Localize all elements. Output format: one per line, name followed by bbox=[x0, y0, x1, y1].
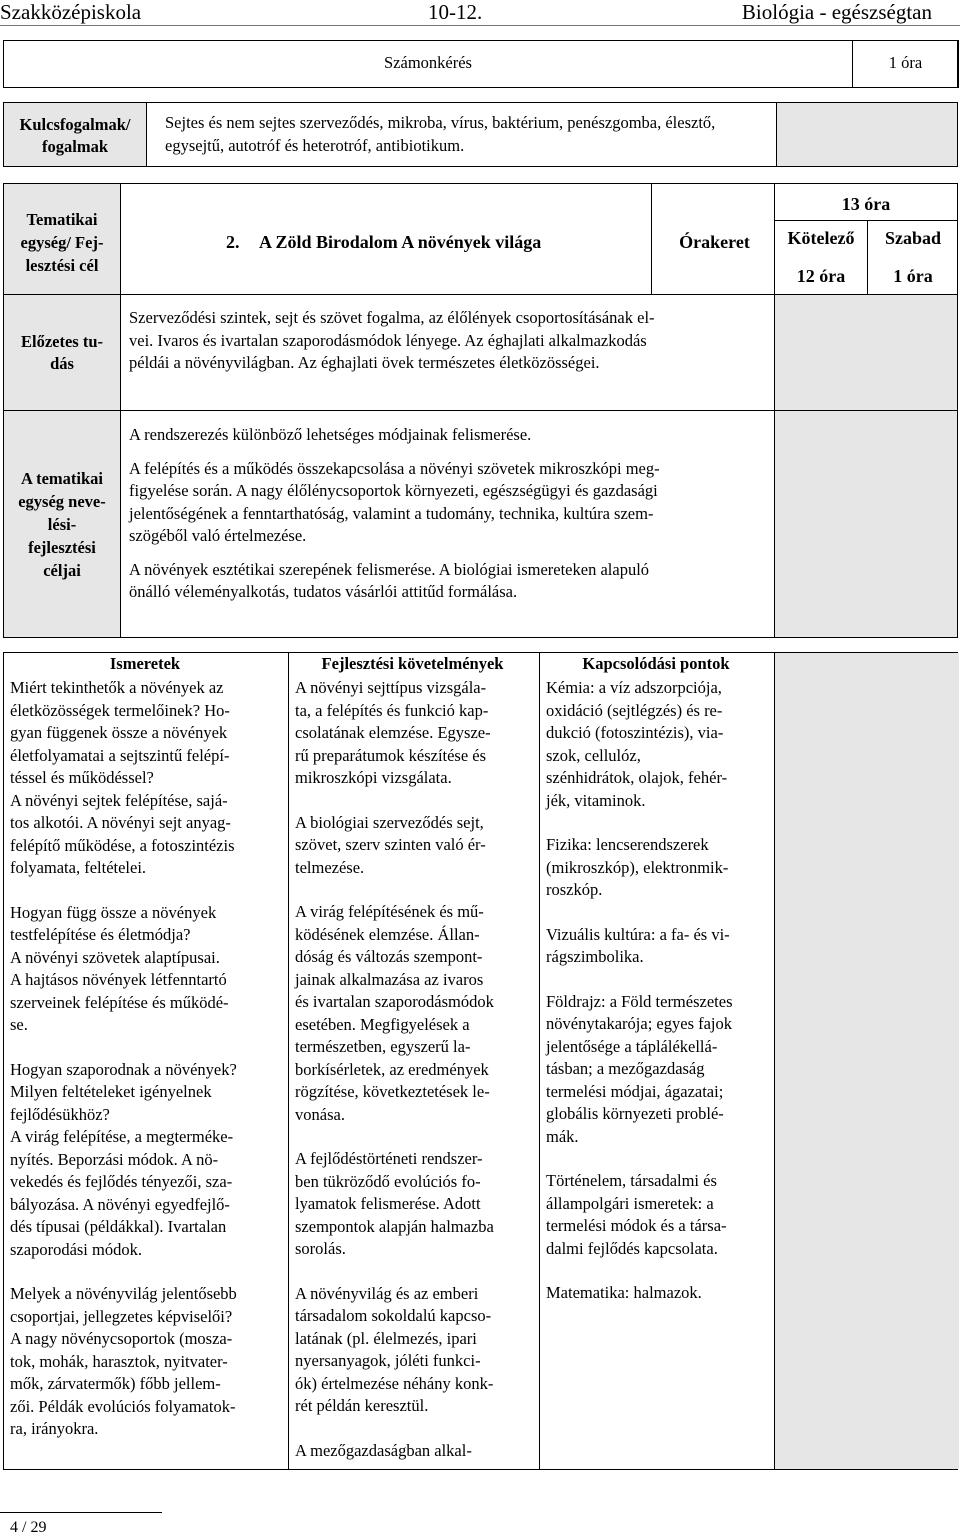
requirement-line: telmezése. bbox=[295, 857, 365, 877]
knowledge-line: csoportjai, jellegzetes képviselői? bbox=[10, 1306, 233, 1326]
knowledge-line: zői. Példák evolúciós folyamatok- bbox=[10, 1396, 236, 1416]
assessment-label: Számonkérés bbox=[384, 53, 472, 72]
connection-line: dukció (fotoszintézis), via- bbox=[546, 723, 724, 742]
requirement-line: A növényi sejttípus vizsgála- bbox=[295, 678, 487, 697]
hours-frame-label: Órakeret bbox=[679, 232, 750, 252]
connections-block bbox=[546, 924, 772, 969]
connection-line: globális környezeti problé- bbox=[546, 1104, 724, 1123]
key-concepts-empty-cell bbox=[776, 102, 958, 167]
requirement-line: A növényvilág és az emberi bbox=[295, 1283, 479, 1303]
goals-label bbox=[4, 467, 120, 582]
knowledge-line: felépítő működése, a fotoszintézis bbox=[10, 835, 235, 855]
requirement-line: dóság és változás szempont- bbox=[295, 947, 483, 966]
goals-line: jelentőségének a fenntarthatóság, valamint a tudomány, technika, kultúra szem- bbox=[129, 503, 654, 523]
key-concepts-label-cell bbox=[3, 102, 147, 167]
requirement-line: lyamatok felismerése. Adott bbox=[295, 1194, 481, 1213]
goals-line: szögéből való értelmezése. bbox=[129, 526, 307, 545]
knowledge-line: A virág felépítése, a megterméke- bbox=[10, 1127, 234, 1146]
connections-block bbox=[546, 991, 772, 1149]
requirement-line: rű preparátumok készítése és bbox=[295, 745, 487, 765]
school-type: Szakközépiskola bbox=[0, 0, 142, 24]
requirement-line: latának (pl. élelmezés, ipari bbox=[295, 1328, 477, 1348]
requirement-line: A virág felépítésének és mű- bbox=[295, 902, 484, 921]
prior-label-line: Előzetes tu- bbox=[20, 332, 104, 351]
prior-knowledge-empty-cell bbox=[774, 294, 958, 411]
requirements-column bbox=[295, 677, 537, 1462]
goals-text-cell bbox=[120, 410, 775, 638]
page-number: 4 / 29 bbox=[10, 1519, 47, 1536]
knowledge-line: A növényi sejtek felépítése, sajá- bbox=[10, 790, 228, 810]
knowledge-line: bályozása. A növényi egyedfejlő- bbox=[10, 1194, 230, 1214]
prior-knowledge-text bbox=[129, 307, 655, 375]
connection-line: termelési módjai, ágazatai; bbox=[546, 1081, 724, 1101]
prior-line: Szerveződési szintek, sejt és szövet fogalma, az élőlények csoportosításának el- bbox=[129, 308, 655, 327]
header-knowledge: Ismeretek bbox=[109, 654, 181, 673]
connection-line: rágszimbolika. bbox=[546, 947, 644, 966]
assessment-label-cell bbox=[3, 40, 853, 88]
key-concepts-text-cell bbox=[146, 102, 777, 167]
connections-column bbox=[546, 677, 772, 1305]
requirement-line: vonása. bbox=[295, 1104, 345, 1124]
key-concepts-text: Sejtes és nem sejtes szerveződés, mikroba, vírus, baktérium, penészgomba, élesztő, egysejtű, autotróf és heterotróf, antibiotikum. bbox=[165, 113, 716, 155]
knowledge-block bbox=[10, 1059, 285, 1262]
unit-label-line: egység/ Fej- bbox=[20, 233, 104, 252]
knowledge-line: téssel és működéssel? bbox=[10, 768, 154, 787]
connection-line: oxidáció (sejtlégzés) és re- bbox=[546, 700, 723, 720]
requirements-block bbox=[295, 1283, 537, 1418]
requirement-line: esetében. Megfigyelések a bbox=[295, 1014, 470, 1034]
column-divider bbox=[288, 653, 289, 1469]
goals-empty-cell bbox=[774, 410, 958, 638]
connection-line: (mikroszkóp), elektronmik- bbox=[546, 857, 729, 877]
prior-knowledge-text-cell bbox=[120, 294, 775, 411]
goals-label-line: A tematikai bbox=[20, 469, 104, 488]
unit-label-line: Tematikai bbox=[26, 210, 98, 229]
column-divider bbox=[539, 653, 540, 1469]
requirements-block bbox=[295, 677, 537, 790]
requirement-line: természetben, egyszerű la- bbox=[295, 1037, 471, 1056]
prior-line: példái a növényvilágban. Az éghajlati övek természetes életközösségei. bbox=[129, 353, 600, 372]
unit-title: A Zöld Birodalom A növények világa bbox=[259, 232, 542, 252]
connections-block bbox=[546, 834, 772, 902]
connection-line: tásban; a mezőgazdaság bbox=[546, 1059, 705, 1078]
requirement-line: szempontok alapján halmazba bbox=[295, 1216, 494, 1236]
knowledge-line: nyítés. Beporzási módok. A nö- bbox=[10, 1149, 219, 1169]
knowledge-line: folyamata, feltételei. bbox=[10, 858, 147, 877]
connection-line: Kémia: a víz adszorpciója, bbox=[546, 678, 722, 697]
knowledge-line: életközösségek termelőinek? Ho- bbox=[10, 700, 230, 720]
requirements-block bbox=[295, 1440, 537, 1463]
requirement-line: ködésének elemzése. Állan- bbox=[295, 924, 480, 944]
connection-line: szok, cellulóz, bbox=[546, 745, 641, 765]
connections-block bbox=[546, 1282, 772, 1305]
connection-line: szénhidrátok, olajok, fehér- bbox=[546, 768, 728, 787]
requirement-line: rét példán keresztül. bbox=[295, 1396, 429, 1415]
knowledge-line: tos alkotói. A növényi sejt anyag- bbox=[10, 813, 231, 832]
mandatory-hours: 12 óra bbox=[796, 266, 846, 286]
requirement-line: A biológiai szerveződés sejt, bbox=[295, 812, 484, 832]
requirement-line: csolatának elemzése. Egysze- bbox=[295, 723, 491, 742]
unit-label-line: lesztési cél bbox=[25, 256, 99, 275]
prior-label-line: dás bbox=[50, 354, 74, 373]
requirements-block bbox=[295, 1148, 537, 1261]
knowledge-block bbox=[10, 1283, 285, 1441]
requirement-line: nyersanyagok, jóléti funkci- bbox=[295, 1351, 481, 1370]
knowledge-line: Milyen feltételeket igényelnek bbox=[10, 1082, 212, 1101]
assessment-hours: 1 óra bbox=[888, 53, 923, 72]
unit-label bbox=[4, 208, 120, 277]
page-header bbox=[0, 0, 960, 24]
knowledge-line: fejlődésükhöz? bbox=[10, 1104, 110, 1124]
knowledge-line: dés típusai (példákkal). Ivartalan bbox=[10, 1217, 227, 1236]
knowledge-line: gyan függenek össze a növények bbox=[10, 723, 228, 742]
connection-line: Történelem, társadalmi és bbox=[546, 1171, 717, 1190]
goals-line: A rendszerezés különböző lehetséges módjainak felismerése. bbox=[129, 425, 532, 444]
unit-title-cell bbox=[120, 183, 775, 295]
unit-label-cell bbox=[3, 183, 121, 295]
connection-line: Matematika: halmazok. bbox=[546, 1283, 702, 1302]
connection-line: állampolgári ismeretek: a bbox=[546, 1193, 714, 1213]
connection-line: jék, vitaminok. bbox=[546, 790, 646, 810]
knowledge-line: se. bbox=[10, 1015, 28, 1034]
connection-line: termelési módok és a társa- bbox=[546, 1216, 727, 1235]
knowledge-line: szaporodási módok. bbox=[10, 1239, 142, 1259]
connection-line: növénytakarója; egyes fajok bbox=[546, 1014, 733, 1033]
header-connections: Kapcsolódási pontok bbox=[582, 654, 730, 673]
mandatory-label: Kötelező bbox=[787, 228, 855, 248]
requirement-line: és ivartalan szaporodásmódok bbox=[295, 992, 494, 1011]
connections-block bbox=[546, 1170, 772, 1260]
knowledge-line: szerveinek felépítése és működé- bbox=[10, 992, 229, 1012]
goals-label-line: egység neve- bbox=[18, 492, 106, 511]
knowledge-line: vekedés és fejlődés tényezői, sza- bbox=[10, 1172, 233, 1191]
connection-line: jelentősége a táplálékellá- bbox=[546, 1036, 718, 1056]
prior-line: vei. Ivaros és ivartalan szaporodásmódok lényege. Az éghajlati alkalmazkodás bbox=[129, 330, 647, 350]
goals-label-line: lési- bbox=[47, 515, 77, 534]
connection-line: mák. bbox=[546, 1126, 579, 1146]
connection-line: Fizika: lencserendszerek bbox=[546, 835, 709, 854]
requirement-line: ók) értelmezése néhány konk- bbox=[295, 1373, 494, 1393]
requirement-line: ta, a felépítés és funkció kap- bbox=[295, 700, 489, 720]
knowledge-block bbox=[10, 677, 285, 880]
free-label: Szabad bbox=[884, 228, 942, 248]
requirement-line: mikroszkópi vizsgálata. bbox=[295, 768, 452, 787]
knowledge-line: Miért tekinthetők a növények az bbox=[10, 678, 224, 697]
prior-knowledge-label bbox=[4, 331, 120, 375]
key-concepts-label: Kulcsfogalmak/ fogalmak bbox=[19, 115, 131, 156]
connection-line: dalmi fejlődés kapcsolata. bbox=[546, 1238, 718, 1258]
requirement-line: társadalom sokoldalú kapcso- bbox=[295, 1306, 492, 1325]
free-hours: 1 óra bbox=[893, 266, 933, 286]
knowledge-line: Melyek a növényvilág jelentősebb bbox=[10, 1284, 237, 1303]
assessment-hours-cell bbox=[852, 40, 959, 88]
requirements-block bbox=[295, 901, 537, 1126]
unit-hours-cell bbox=[774, 183, 958, 295]
goals-line: A növények esztétikai szerepének felismerése. A biológiai ismereteken alapuló bbox=[129, 559, 650, 579]
goals-line: önálló véleményalkotás, tudatos vásárlói attitűd formálása. bbox=[129, 582, 518, 601]
subject-title: Biológia - egészségtan bbox=[741, 0, 932, 24]
table-empty-column bbox=[774, 653, 959, 1469]
total-hours: 13 óra bbox=[841, 194, 891, 214]
header-divider bbox=[0, 25, 960, 26]
header-requirements: Fejlesztési követelmények bbox=[321, 654, 504, 673]
knowledge-line: ra, irányokra. bbox=[10, 1419, 99, 1438]
knowledge-column bbox=[10, 677, 285, 1441]
requirement-line: szövet, szerv szinten való ér- bbox=[295, 835, 486, 854]
knowledge-line: Hogyan függ össze a növények bbox=[10, 902, 217, 922]
connection-line: Földrajz: a Föld természetes bbox=[546, 991, 733, 1011]
knowledge-line: A növényi szövetek alaptípusai. bbox=[10, 947, 220, 967]
goals-label-line: fejlesztési bbox=[28, 538, 96, 557]
goals-text bbox=[129, 424, 660, 604]
knowledge-line: tok, mohák, harasztok, nyitvater- bbox=[10, 1351, 228, 1371]
knowledge-line: testfelépítése és életmódja? bbox=[10, 925, 191, 944]
assessment-row bbox=[3, 40, 958, 88]
knowledge-block bbox=[10, 902, 285, 1037]
hours-frame-label-cell bbox=[651, 184, 777, 294]
requirement-line: ben tükröződő evolúciós fo- bbox=[295, 1171, 481, 1191]
requirement-line: borkísérletek, az eredmények bbox=[295, 1059, 489, 1079]
goals-line: A felépítés és a működés összekapcsolása a növényi szövetek mikroszkópi meg- bbox=[129, 458, 660, 478]
requirements-block bbox=[295, 812, 537, 880]
knowledge-line: életfolyamatai a sejtszintű felépí- bbox=[10, 745, 230, 765]
knowledge-line: Hogyan szaporodnak a növények? bbox=[10, 1059, 237, 1079]
goals-label-cell bbox=[3, 410, 121, 638]
knowledge-line: A hajtásos növények létfenntartó bbox=[10, 970, 227, 989]
goals-label-line: céljai bbox=[43, 561, 81, 580]
knowledge-line: A nagy növénycsoportok (mosza- bbox=[10, 1329, 233, 1348]
requirement-line: rögzítése, következtetések le- bbox=[295, 1082, 490, 1101]
connection-line: Vizuális kultúra: a fa- és vi- bbox=[546, 924, 730, 944]
requirement-line: A fejlődéstörténeti rendszer- bbox=[295, 1149, 483, 1168]
connection-line: roszkóp. bbox=[546, 880, 603, 899]
connections-block bbox=[546, 677, 772, 812]
prior-knowledge-label-cell bbox=[3, 294, 121, 411]
knowledge-line: mők, zárvatermők) főbb jellem- bbox=[10, 1374, 221, 1393]
footer-divider bbox=[0, 1512, 162, 1513]
goals-line: figyelése során. A nagy élőlénycsoportok környezeti, egészségügyi és gazdasági bbox=[129, 481, 658, 500]
requirement-line: jainak alkalmazása az ivaros bbox=[295, 969, 484, 989]
requirement-line: A mezőgazdaságban alkal- bbox=[295, 1440, 472, 1460]
grade-range: 10-12. bbox=[428, 0, 483, 24]
unit-number: 2. bbox=[226, 232, 240, 252]
requirement-line: sorolás. bbox=[295, 1239, 346, 1258]
